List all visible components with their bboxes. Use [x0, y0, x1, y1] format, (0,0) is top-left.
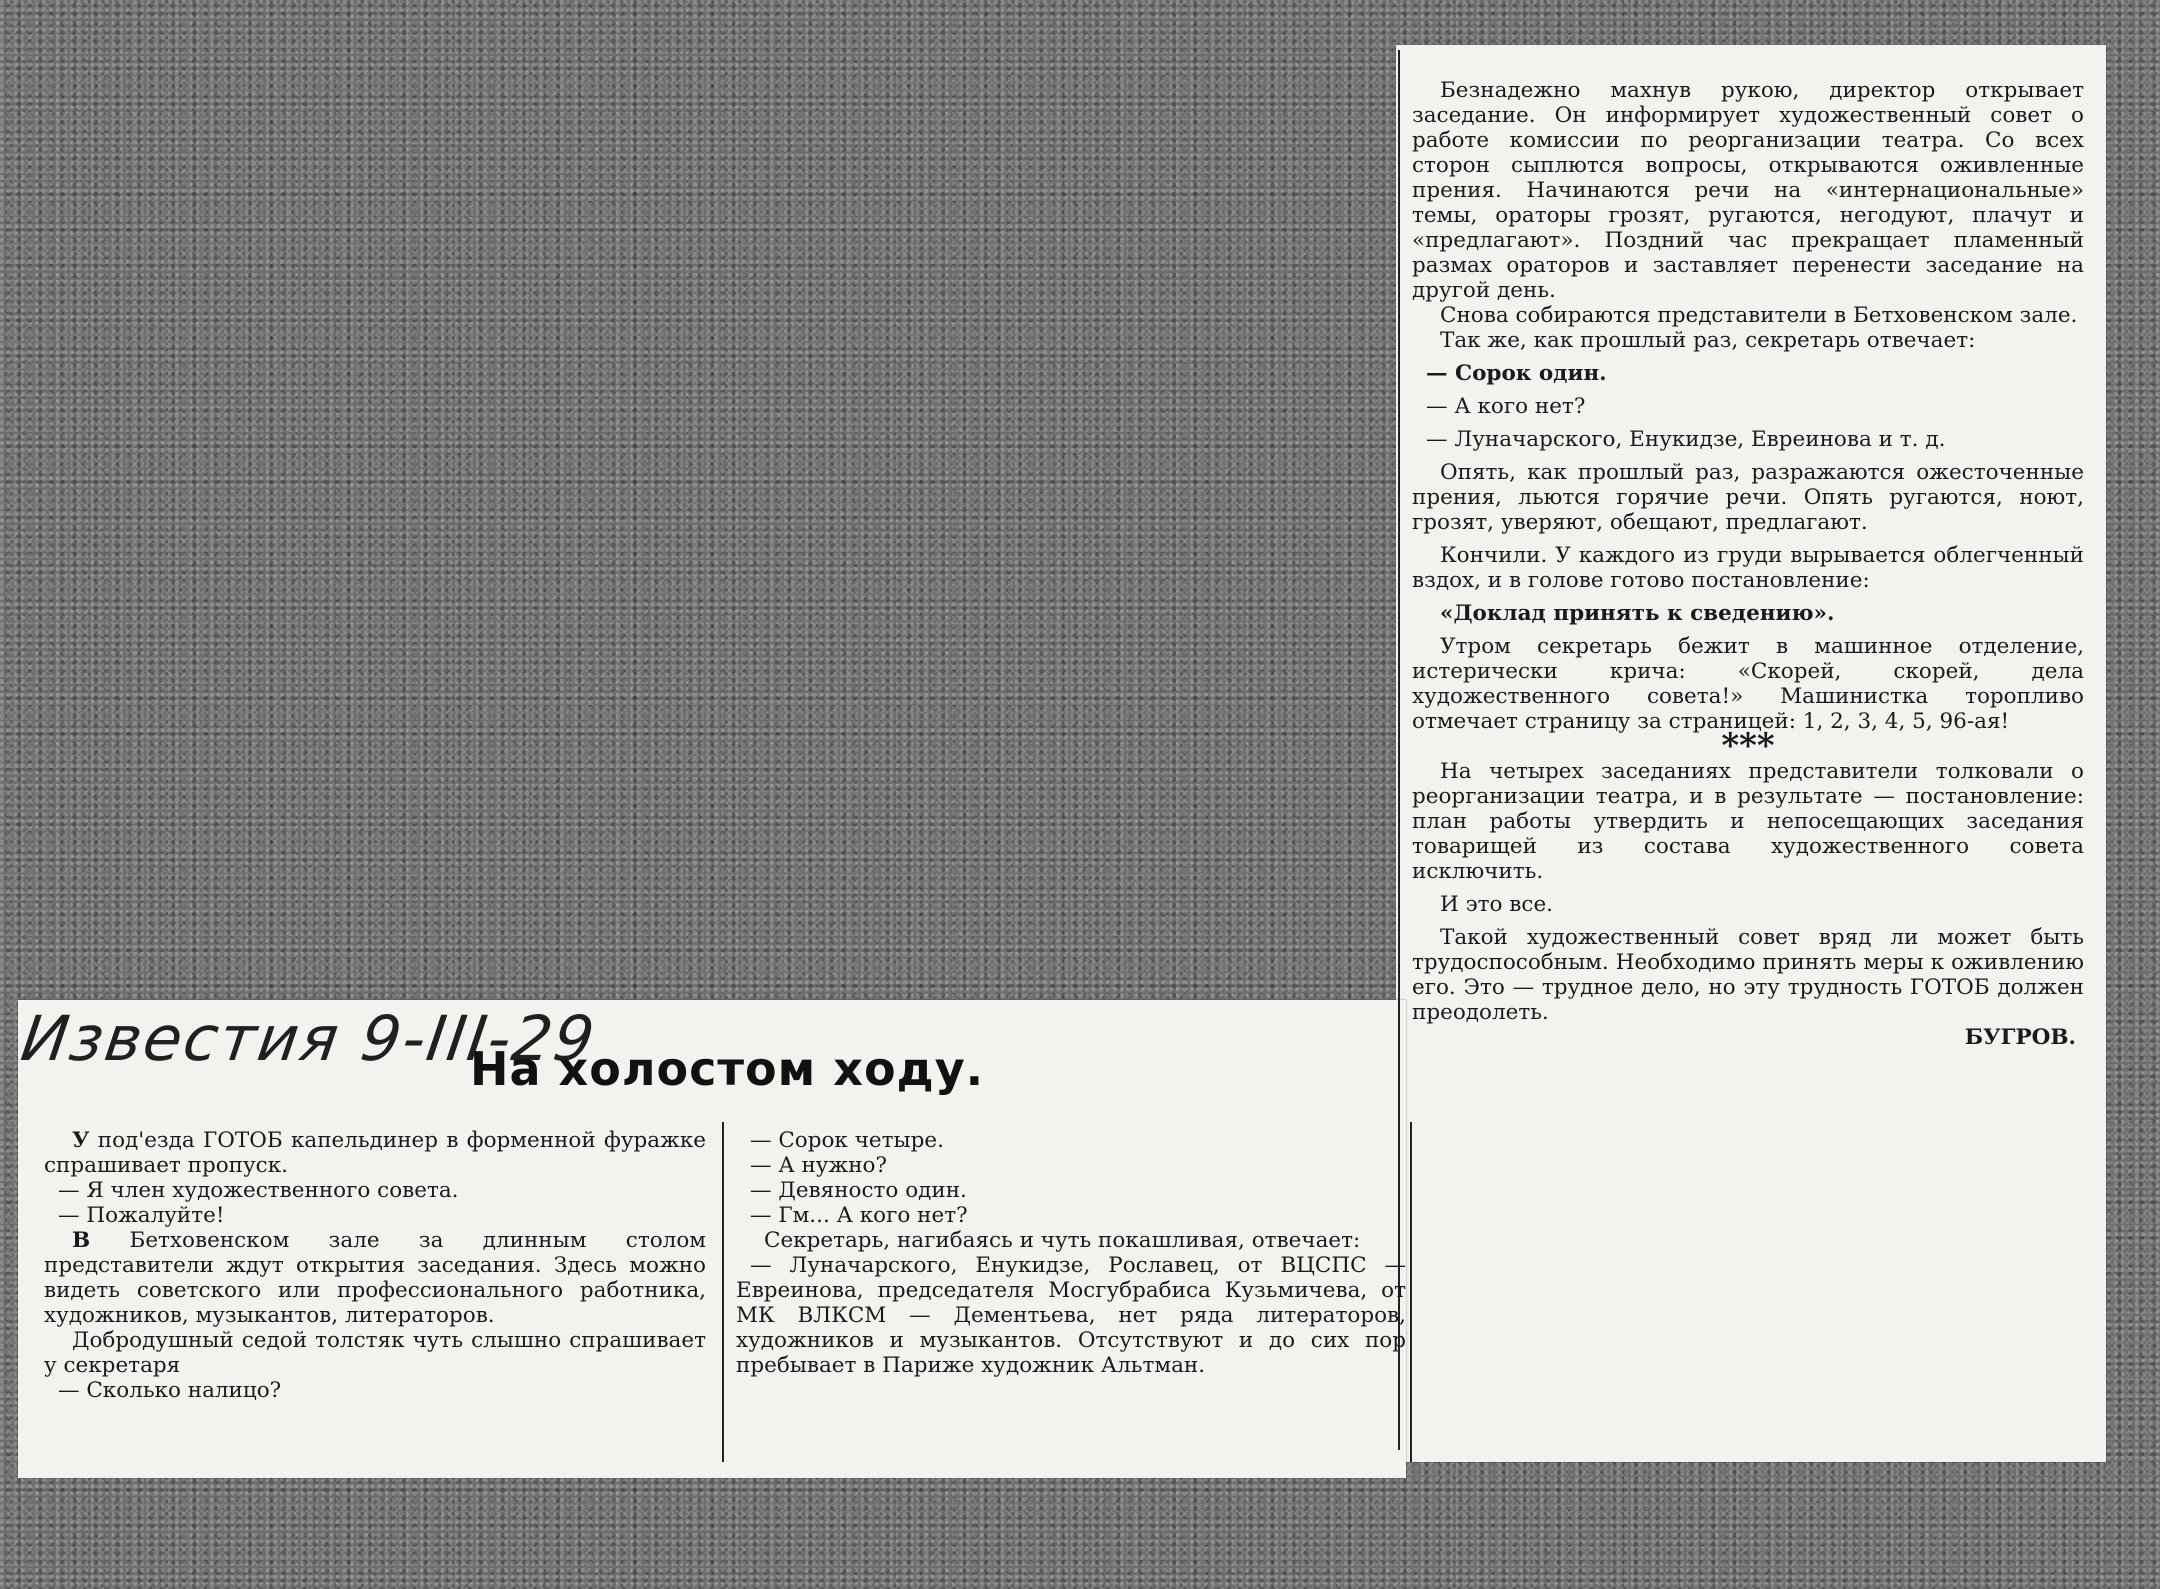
handwritten-date: 9-III-29: [356, 1002, 601, 1075]
article-column-1: [44, 1128, 706, 1403]
article-column-2: [736, 1128, 1406, 1378]
paragraph: — Я член художественного совета.: [58, 1178, 459, 1203]
paragraph: Утром секретарь бежит в машинное отделение, истерически крича: «Скорей, скорей, дела художественного совета!» Машинистка торопливо отмечает страницу за страницей: 1, 2, 3, 4, 5, 96-ая!: [1412, 634, 2084, 734]
lead-letter: В: [72, 1228, 91, 1253]
paragraph: «Доклад принять к сведению».: [1440, 601, 1835, 626]
paragraph-text: под'езда ГОТОБ капельдинер в форменной фуражке спрашивает пропуск.: [44, 1128, 706, 1178]
paragraph: [44, 1228, 706, 1328]
column-divider: [722, 1122, 724, 1462]
handwritten-note: Известия: [16, 1002, 345, 1075]
paragraph: Так же, как прошлый раз, секретарь отвечает:: [1440, 328, 1976, 353]
paragraph: — Пожалуйте!: [58, 1203, 225, 1228]
article-headline: На холостом ходу.: [470, 1042, 985, 1096]
paragraph: — А нужно?: [750, 1153, 888, 1178]
paragraph: Добродушный седой толстяк чуть слышно спрашивает у секретаря: [44, 1328, 706, 1378]
paragraph: На четырех заседаниях представители толковали о реорганизации театра, и в результате — постановление: план работы утвердить и непосещающих заседания товарищей из состава художественного совета исключить.: [1412, 759, 2084, 884]
paragraph-text: Бетховенском зале за длинным столом представители ждут открытия заседания. Здесь можно видеть советского или профессионального работника, художников, музыкантов, литераторов.: [44, 1228, 706, 1328]
lead-letter: У: [72, 1128, 90, 1153]
column-divider: [1410, 1122, 1412, 1462]
paragraph: Такой художественный совет вряд ли может быть трудоспособным. Необходимо принять меры к оживлению его. Это — трудное дело, но эту трудность ГОТОБ должен преодолеть.: [1412, 925, 2084, 1025]
paragraph: — А кого нет?: [1426, 394, 1586, 419]
paragraph: Секретарь, нагибаясь и чуть покашливая, отвечает:: [764, 1228, 1361, 1253]
paragraph: — Сорок один.: [1426, 361, 1607, 386]
paragraph: — Сколько налицо?: [58, 1378, 282, 1403]
paragraph: — Девяносто один.: [750, 1178, 967, 1203]
paragraph: — Гм... А кого нет?: [750, 1203, 968, 1228]
paragraph: [44, 1128, 706, 1178]
article-column-3: [1412, 78, 2084, 1050]
paragraph: Снова собираются представители в Бетховенском зале.: [1440, 303, 2078, 328]
paragraph: Кончили. У каждого из груди вырывается облегченный вздох, и в голове готово постановление:: [1412, 543, 2084, 593]
author-signature: БУГРОВ.: [1964, 1025, 2076, 1050]
paragraph: Безнадежно махнув рукою, директор открывает заседание. Он информирует художественный совет о работе комиссии по реорганизации театра. Со всех сторон сыплются вопросы, открываются оживленные прения. Начинаются речи на «интернациональные» темы, ораторы грозят, ругаются, негодуют, плачут и «предлагают». Поздний час прекращает пламенный размах ораторов и заставляет перенести заседание на другой день.: [1412, 78, 2084, 303]
paragraph: — Луначарского, Енукидзе, Евреинова и т. д.: [1426, 427, 1946, 452]
paragraph: И это все.: [1440, 892, 1554, 917]
paragraph: Опять, как прошлый раз, разражаются ожесточенные прения, льются горячие речи. Опять ругаются, ноют, грозят, уверяют, обещают, предлагают.: [1412, 460, 2084, 535]
section-separator: ***: [1721, 726, 1775, 766]
paragraph: — Сорок четыре.: [750, 1128, 944, 1153]
paragraph: — Луначарского, Енукидзе, Рославец, от ВЦСПС — Евреинова, председателя Мосгубрабиса Кузьмичева, от МК ВЛКСМ — Дементьева, нет ряда литераторов, художников и музыкантов. Отсутствуют и до сих пор пребывает в Париже художник Альтман.: [736, 1253, 1406, 1378]
